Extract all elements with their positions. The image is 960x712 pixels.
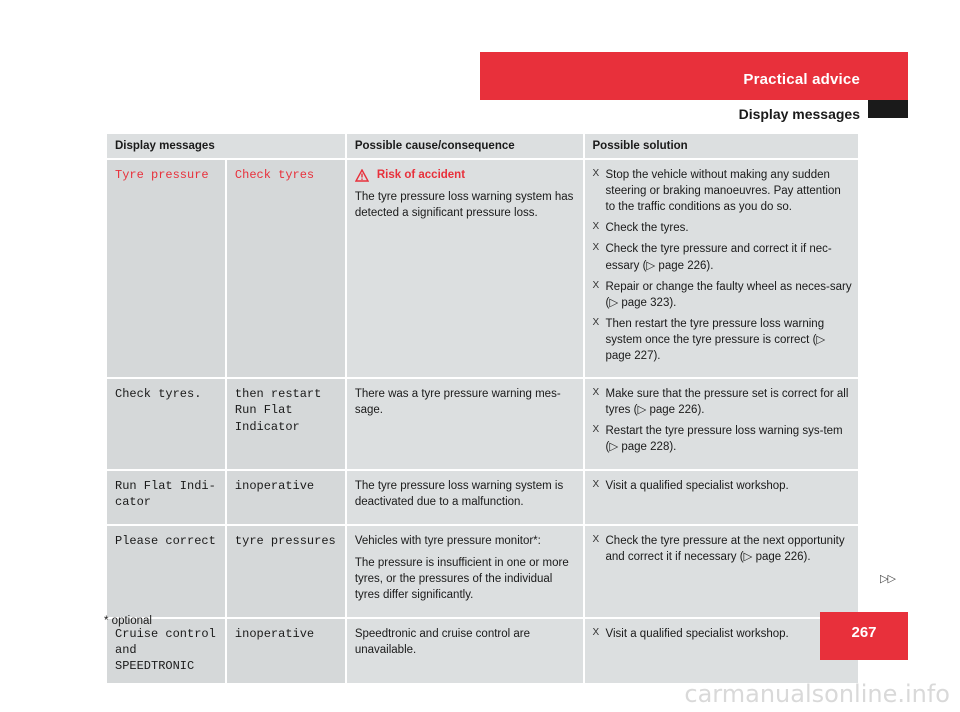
- solution-item: X Restart the tyre pressure loss warning sys-tem (▷ page 228).: [592, 424, 843, 454]
- arrow-right-icon: X: [592, 279, 600, 291]
- solution-item: X Then restart the tyre pressure loss warning system once the tyre pressure is correct (▷ page 227).: [592, 316, 826, 363]
- arrow-right-icon: X: [592, 627, 600, 639]
- solution-cell: [585, 379, 859, 468]
- section-tab-marker: [868, 100, 908, 118]
- warning-triangle-icon: [355, 169, 369, 182]
- cause-text: There was a tyre pressure warning mes-sage.: [354, 388, 561, 417]
- message-line-2: inoperative: [227, 471, 345, 524]
- solution-cell: [585, 160, 859, 377]
- cause-text: The pressure is insufficient in one or more tyres, or the pressures of the individual tyres differ significantly.: [354, 556, 569, 601]
- solution-item: X Repair or change the faulty wheel as neces-sary (▷ page 323).: [592, 279, 852, 309]
- cause-cell: [347, 379, 583, 468]
- warning-heading: [355, 167, 577, 183]
- column-header-cause: Possible cause/consequence: [347, 134, 583, 158]
- section-title: Practical advice: [743, 71, 860, 88]
- arrow-right-icon: X: [592, 533, 600, 545]
- arrow-right-icon: X: [592, 478, 600, 490]
- solution-cell: [585, 619, 859, 683]
- solution-item: X Make sure that the pressure set is correct for all tyres (▷ page 226).: [592, 387, 849, 417]
- solution-cell: [585, 471, 859, 524]
- table-row: [107, 160, 858, 377]
- watermark: carmanualsonline.info: [684, 680, 950, 708]
- table-row: [107, 526, 858, 617]
- table-row: [107, 619, 858, 683]
- warning-text: Risk of accident: [376, 169, 466, 182]
- continued-marker: ▷▷: [880, 573, 895, 585]
- cause-text: The tyre pressure loss warning system is deactivated due to a malfunction.: [354, 479, 564, 508]
- message-line-2: inoperative: [227, 619, 345, 683]
- solution-item: X Check the tyre pressure at the next opportunity and correct it if necessary (▷ page 226).: [592, 533, 845, 563]
- arrow-right-icon: X: [592, 387, 600, 399]
- cause-text: The tyre pressure loss warning system has detected a significant pressure loss.: [354, 191, 574, 220]
- arrow-right-icon: X: [592, 242, 600, 254]
- message-line-2: tyre pressures: [227, 526, 345, 617]
- solution-item: X Check the tyres.: [592, 221, 689, 235]
- table-row: [107, 471, 858, 524]
- message-line-2: then restart Run Flat Indicator: [227, 379, 345, 468]
- message-line-2: Check tyres: [227, 160, 345, 377]
- message-line-1: Run Flat Indi-cator: [107, 471, 225, 524]
- cause-text: Speedtronic and cruise control are unavailable.: [354, 628, 530, 657]
- message-line-1: Please correct: [107, 526, 225, 617]
- table-header-row: [107, 134, 858, 158]
- column-header-solution: Possible solution: [585, 134, 859, 158]
- page-number-box: [820, 612, 908, 660]
- solution-item: X Visit a qualified specialist workshop.: [592, 627, 789, 641]
- arrow-right-icon: X: [592, 221, 600, 233]
- arrow-right-icon: X: [592, 424, 600, 436]
- cause-cell: [347, 160, 583, 377]
- cause-cell: [347, 619, 583, 683]
- cause-text: Vehicles with tyre pressure monitor*:: [354, 534, 541, 547]
- cause-cell: [347, 526, 583, 617]
- display-messages-table: [105, 132, 860, 685]
- section-banner: [480, 52, 908, 100]
- message-line-1: Tyre pressure: [107, 160, 225, 377]
- cause-cell: [347, 471, 583, 524]
- table-row: [107, 379, 858, 468]
- message-line-1: Cruise control and SPEEDTRONIC: [107, 619, 225, 683]
- message-line-1: Check tyres.: [107, 379, 225, 468]
- page-number: 267: [851, 624, 877, 641]
- solution-item: X Check the tyre pressure and correct it if nec-essary (▷ page 226).: [592, 242, 832, 272]
- arrow-right-icon: X: [592, 168, 600, 180]
- subsection-title: Display messages: [738, 106, 860, 122]
- solution-item: X Visit a qualified specialist workshop.: [592, 478, 789, 492]
- column-header-display-messages: Display messages: [107, 134, 345, 158]
- footnote: * optional: [104, 615, 152, 627]
- solution-item: X Stop the vehicle without making any sudden steering or braking manoeuvres. Pay attention to the traffic conditions as you do so.: [592, 168, 841, 214]
- solution-cell: [585, 526, 859, 617]
- arrow-right-icon: X: [592, 316, 600, 328]
